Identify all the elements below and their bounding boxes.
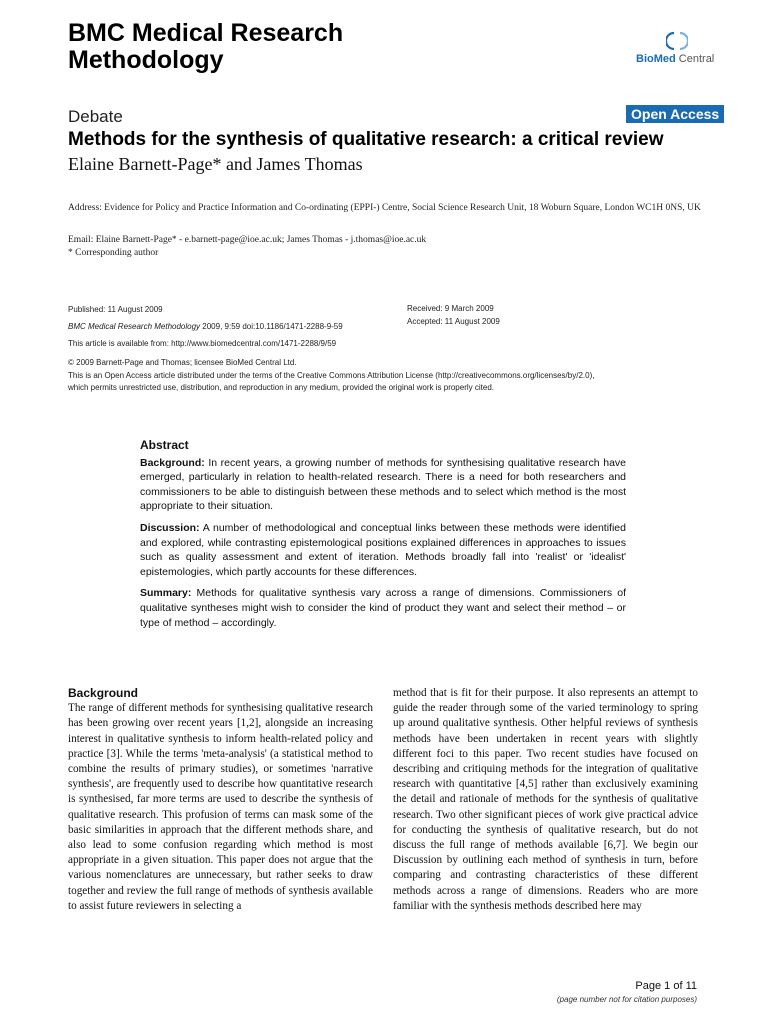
abstract	[140, 438, 626, 637]
open-access-badge: Open Access	[626, 105, 724, 123]
abstract-discussion-text: A number of methodological and conceptual links between these methods were identified and explored, while contrasting epistemological positions explained differences in approaches to issues such as quality assessment and extent of iteration. Methods broadly fall into 'realist' or 'idealist' epistemologies, which partly accounts for these differences.	[140, 521, 626, 578]
abstract-heading: Abstract	[140, 438, 189, 452]
body-text-right: method that is fit for their purpose. It also represents an attempt to guide the reader through some of the varied terminology to spring up around qualitative synthesis. Other helpful reviews of synthesis methods have been undertaken in recent years with slightly different foci to this paper. Two recent studies have focused on describing and critiquing methods for the integration of qualitative research with quantitative [4,5] rather than exclusively examining the detail and rationale of methods for the synthesis of qualitative research. Two other significant pieces of work give practical advice for conducting the synthesis of qualitative research, but do not discuss the full range of methods available [6,7]. We begin our Discussion by outlining each method of synthesis in turn, before comparing and contrasting characteristics of these different methods across a range of dimensions. Readers who are more familiar with the synthesis methods described here may	[393, 687, 698, 912]
citation	[68, 321, 398, 332]
abstract-summary-label: Summary:	[140, 587, 192, 600]
body-column-right	[393, 686, 698, 914]
biomed-logo-icon	[666, 30, 688, 52]
received-date: Received: 9 March 2009	[407, 304, 494, 313]
biomed-central-logo	[636, 30, 716, 70]
journal-title-line1: BMC Medical Research	[68, 19, 344, 47]
article-url[interactable]: This article is available from: http://www.biomedcentral.com/1471-2288/9/59	[68, 339, 337, 348]
abstract-background-label: Background:	[140, 456, 205, 469]
license-line-1: This is an Open Access article distributed under the terms of the Creative Commons Attribution License (http://creativecommons.org/licenses/by/2.0),	[68, 371, 595, 380]
page-number: Page 1 of 11	[635, 980, 697, 992]
publisher-bio: BioMed	[636, 53, 676, 65]
abstract-summary	[140, 586, 626, 630]
citation-journal: BMC Medical Research Methodology	[68, 322, 201, 331]
author-email: Email: Elaine Barnett-Page* - e.barnett-page@ioe.ac.uk; James Thomas - j.thomas@ioe.ac.uk	[68, 235, 427, 245]
abstract-summary-text: Methods for qualitative synthesis vary across a range of dimensions. Commissioners of qualitative syntheses might wish to consider the kind of product they want and select their method – or type of method – accordingly.	[140, 587, 626, 629]
journal-title	[68, 20, 488, 74]
section-heading-background: Background	[68, 686, 139, 700]
publisher-name	[636, 53, 714, 65]
author-address: Address: Evidence for Policy and Practice Information and Co-ordinating (EPPI-) Centre, Social Science Research Unit, 18 Woburn Square, London WC1H 0NS, UK	[68, 203, 701, 213]
copyright: © 2009 Barnett-Page and Thomas; licensee BioMed Central Ltd.	[68, 358, 297, 367]
citation-details: 2009, 9:59 doi:10.1186/1471-2288-9-59	[200, 322, 343, 331]
publisher-central: Central	[675, 53, 715, 65]
abstract-discussion	[140, 521, 626, 579]
abstract-discussion-label: Discussion:	[140, 521, 200, 534]
abstract-background-text: In recent years, a growing number of methods for synthesising qualitative research have emerged, particularly in relation to health-related research. There is a need for both researchers and commissioners to be able to distinguish between these methods and to select which method is the most appropriate to their situation.	[140, 456, 626, 513]
body-text-left: The range of different methods for synthesising qualitative research has been growing over recent years [1,2], alongside an increasing interest in qualitative synthesis to inform health-related policy and practice [3]. While the terms 'meta-analysis' (a statistical method to combine the results of primary studies), or sometimes 'narrative synthesis', are frequently used to describe how quantitative research is synthesised, far more terms are used to describe the synthesis of qualitative research. This profusion of terms can mask some of the basic similarities in approach that the different methods share, and also lead to some confusion regarding which method is most appropriate in a given situation. This paper does not argue that the various nomenclatures are unnecessary, but rather seeks to draw together and review the full range of methods of synthesis available to assist future reviewers in selecting a	[68, 702, 373, 912]
journal-title-line2: Methodology	[68, 46, 224, 74]
abstract-background	[140, 456, 626, 514]
page-number-note: (page number not for citation purposes)	[556, 995, 697, 1004]
article-type: Debate	[68, 107, 123, 126]
authors: Elaine Barnett-Page* and James Thomas	[68, 154, 363, 174]
body-column-left	[68, 686, 373, 914]
license-line-2: which permits unrestricted use, distribution, and reproduction in any medium, provided the original work is properly cited.	[68, 383, 494, 392]
accepted-date: Accepted: 11 August 2009	[407, 317, 500, 326]
corresponding-author-note: * Corresponding author	[68, 248, 159, 258]
article-title: Methods for the synthesis of qualitative research: a critical review	[68, 129, 664, 150]
published-date: Published: 11 August 2009	[68, 305, 163, 314]
